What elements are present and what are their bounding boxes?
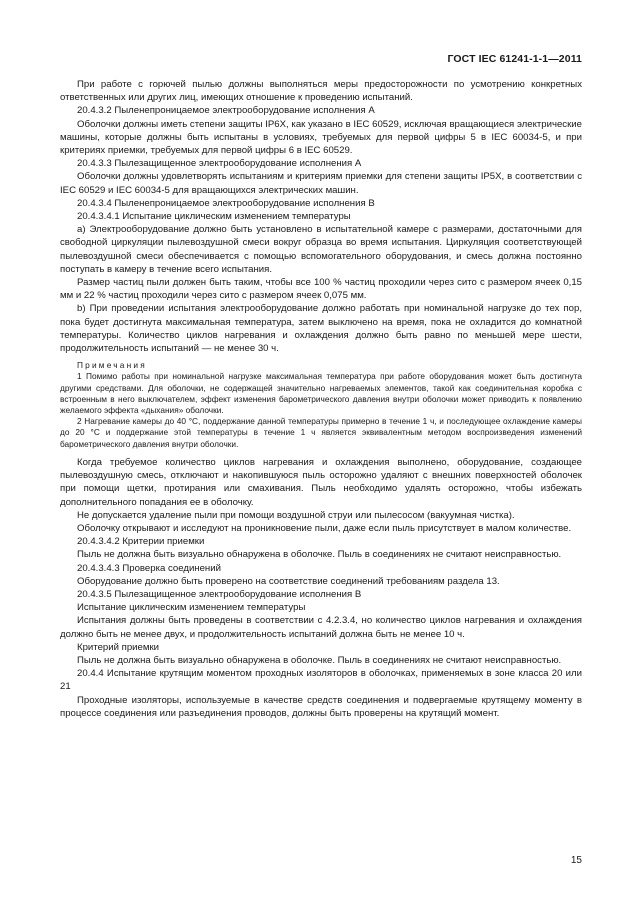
paragraph: Когда требуемое количество циклов нагревания и охлаждения выполнено, оборудование, создающее пылевоздушную смесь, отключают и накопившуюся пыль осторожно удаляют с внешних поверхностей оболочек при помощи щетки, протирания или смахивания. Пыль необходимо удалять осторожно, чтобы избежать дополнительного попадания ее в оболочку. [60, 456, 582, 508]
paragraph: Оборудование должно быть проверено на соответствие соединений требованиям раздела 13. [77, 575, 500, 587]
paragraph: а) Электрооборудование должно быть установлено в испытательной камере с размерами, достаточными для свободной циркуляции пылевоздушной смеси вокруг образца во время испытания. Циркуляция соответствующей пылевоздушной смеси обеспечивается с помощью вспомогательного оборудования, и смесь должна постоянно поступать в камеру в течение всего испытания. [60, 224, 582, 275]
note-item: 1 Помимо работы при номинальной нагрузке максимальная температура при работе оборудования может быть достигнута другими средствами. Для оболочки, не содержащей значительно нагреваемых элементов, такой как соединительная коробка с встроенным в него выключателем, эффект изменения барометрического давления внутри оболочки может приводить к появлению желаемого эффекта «дыхания» оболочки. [60, 371, 582, 416]
paragraph: Оболочку открывают и исследуют на проникновение пыли, даже если пыль присутствует в малом количестве. [77, 522, 572, 534]
paragraph: Пыль не должна быть визуально обнаружена в оболочке. Пыль в соединениях не считают неисправностью. [77, 654, 562, 666]
notes-block [60, 360, 582, 450]
paragraph: Проходные изоляторы, используемые в качестве средств соединения и подвергаемые крутящему моменту в процессе соединения или разъединения проводов, должны быть проверены на крутящий момент. [60, 694, 582, 719]
note-item: 2 Нагревание камеры до 40 °С, поддержание данной температуры примерно в течение 1 ч, и последующее охлаждение камеры до 20 °С и поддержание этой температуры в течение 1 ч является эквивалентным методом воспроизведения изменений барометрического давления внутри оболочки. [60, 416, 582, 449]
paragraph: Оболочки должны удовлетворять испытаниям и критериям приемки для степени защиты IP5X, в соответствии с IEC 60529 и IEC 60034-5 для вращающихся электрических машин. [60, 171, 582, 196]
paragraph: Размер частиц пыли должен быть таким, чтобы все 100 % частиц проходили через сито с размером ячеек 0,15 мм и 22 % частиц проходили через сито с размером ячеек 0,075 мм. [60, 277, 582, 302]
section-heading: 20.4.3.4.3 Проверка соединений [77, 562, 221, 574]
section-heading: 20.4.3.5 Пылезащищенное электрооборудование исполнения В [77, 588, 362, 600]
page-number: 15 [570, 855, 582, 866]
paragraph: Испытания должны быть проведены в соответствии с 4.2.3.4, но количество циклов нагревания и охлаждения должно быть не менее двух, и продолжительность испытаний должна быть не менее 10 ч. [60, 615, 582, 640]
section-heading: 20.4.4 Испытание крутящим моментом проходных изоляторов в оболочках, применяемых в зоне класса 20 или 21 [60, 668, 582, 693]
paragraph: При работе с горючей пылью должны выполняться меры предосторожности по усмотрению конкретных ответственных или других лиц, имеющих отношение к проведению испытаний. [60, 79, 582, 104]
section-heading: 20.4.3.4 Пыленепроницаемое электрооборудование исполнения В [77, 197, 375, 209]
section-heading: 20.4.3.2 Пыленепроницаемое электрооборудование исполнения А [77, 105, 375, 117]
section-heading: 20.4.3.3 Пылезащищенное электрооборудование исполнения А [77, 158, 362, 170]
subheading: Испытание циклическим изменением температуры [77, 602, 306, 614]
paragraph: Не допускается удаление пыли при помощи воздушной струи или пылесосом (вакуумная чистка). [77, 509, 515, 521]
document-body [60, 78, 582, 720]
section-heading: 20.4.3.4.1 Испытание циклическим изменением температуры [77, 211, 351, 223]
subheading: Критерий приемки [77, 641, 160, 653]
paragraph: b) При проведении испытания электрооборудование должно работать при номинальной нагрузке до тех пор, пока будет достигнута максимальная температура, затем выключено на время, пока не охладится до комнатной температуры. Количество циклов нагревания и охлаждения должно быть равно по меньшей мере шести, продолжительность испытаний — не менее 30 ч. [60, 303, 582, 355]
standard-header: ГОСТ IEC 61241-1-1—2011 [447, 53, 582, 65]
notes-title: Примечания [77, 360, 147, 371]
paragraph: Оболочки должны иметь степени защиты IP6X, как указано в IEC 60529, исключая вращающиеся электрические машины, которые должны быть испытаны в условиях, требуемых для первой цифры 5 в IEC 60034-5, и при критериях приемки, требуемых для первой цифры 6 в IEC 60529. [60, 118, 582, 157]
paragraph: Пыль не должна быть визуально обнаружена в оболочке. Пыль в соединениях не считают неисправностью. [77, 549, 562, 561]
section-heading: 20.4.3.4.2 Критерии приемки [77, 536, 205, 548]
